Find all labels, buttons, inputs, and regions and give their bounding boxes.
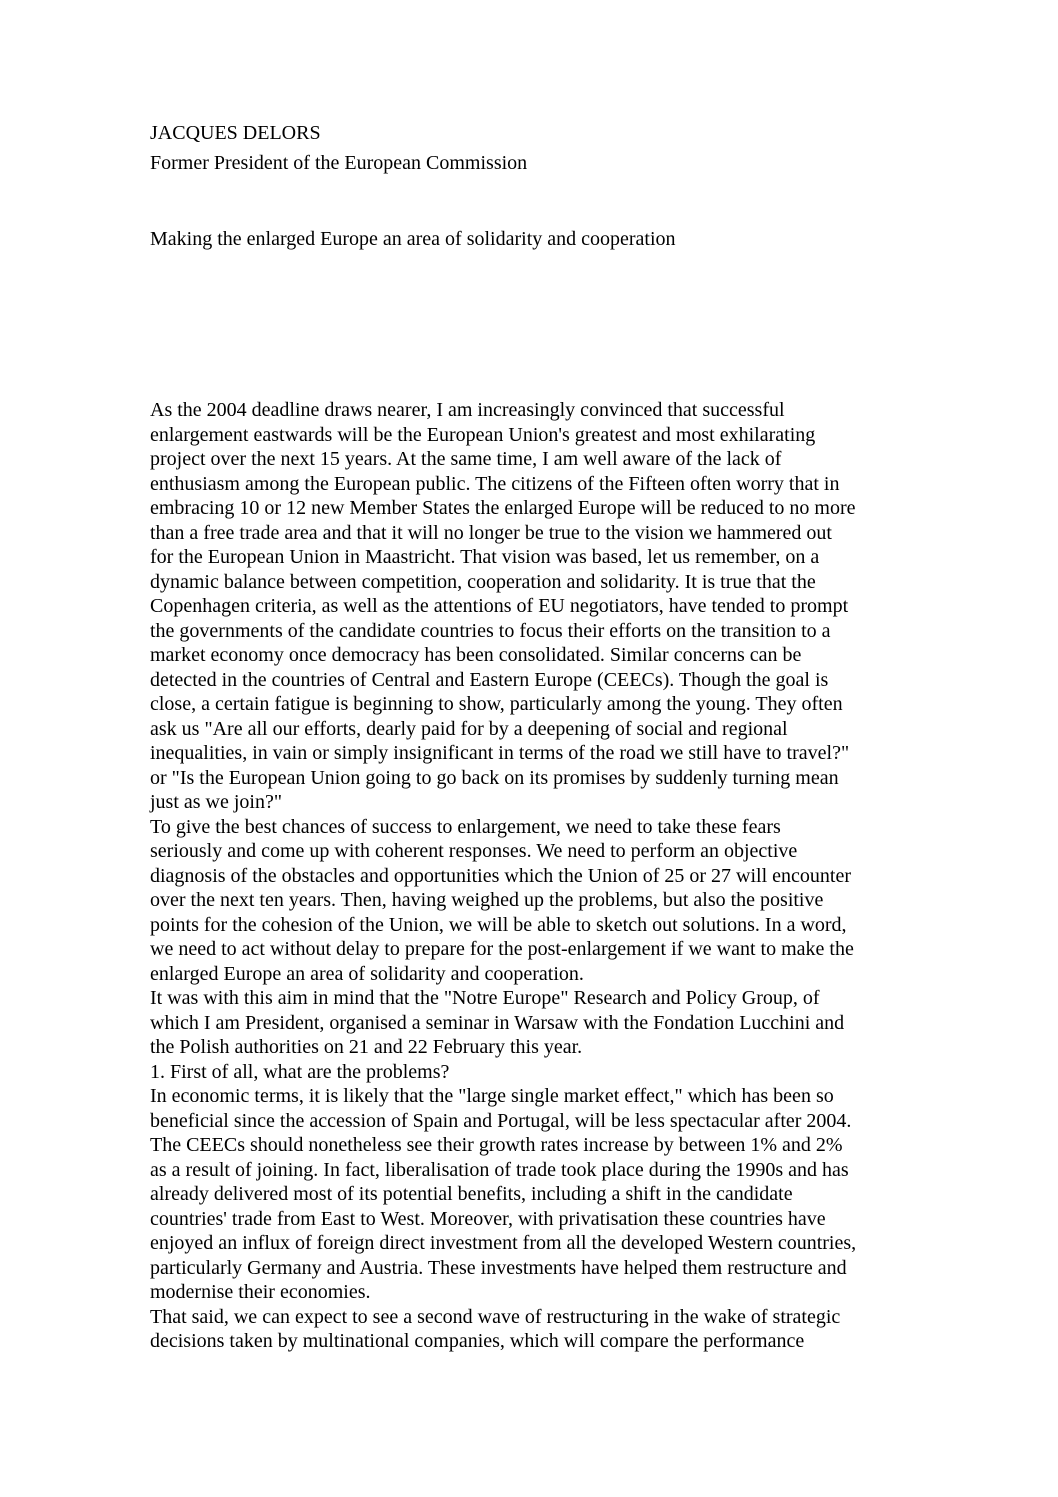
body-text-line: Copenhagen criteria, as well as the attentions of EU negotiators, have tended to prompt [150,595,849,617]
body-text-line: we need to act without delay to prepare for the post-enlargement if we want to make the [150,938,854,960]
document-body [150,398,856,1354]
author-header [150,118,527,178]
body-text-line: 1. First of all, what are the problems? [150,1060,450,1083]
body-text-line: countries' trade from East to West. Moreover, with privatisation these countries have [150,1207,826,1230]
body-text-line: which I am President, organised a seminar in Warsaw with the Fondation Lucchini and [150,1011,845,1034]
document-title-block [150,227,676,252]
body-text-line: That said, we can expect to see a second wave of restructuring in the wake of strategic [150,1305,841,1328]
body-text-line: enthusiasm among the European public. The citizens of the Fifteen often worry that in [150,472,840,495]
body-text-line: modernise their economies. [150,1281,371,1303]
body-text-line: particularly Germany and Austria. These investments have helped them restructure and [150,1256,847,1279]
body-text-line: than a free trade area and that it will no longer be true to the vision we hammered out [150,521,832,544]
body-text-line: close, a certain fatigue is beginning to show, particularly among the young. They often [150,693,843,715]
body-text-line: points for the cohesion of the Union, we will be able to sketch out solutions. In a word, [150,913,847,936]
author-role: Former President of the European Commission [150,152,528,174]
body-text-line: embracing 10 or 12 new Member States the enlarged Europe will be reduced to no more [150,497,856,519]
body-text-line: seriously and come up with coherent responses. We need to perform an objective [150,840,798,862]
body-text-line: ask us "Are all our efforts, dearly paid for by a deepening of social and regional [150,717,788,740]
body-text-line: dynamic balance between competition, cooperation and solidarity. It is true that the [150,570,816,593]
body-text-line: In economic terms, it is likely that the "large single market effect," which has been so [150,1085,834,1107]
body-text-line: just as we join?" [150,791,283,813]
body-text-line: enjoyed an influx of foreign direct investment from all the developed Western countries, [150,1232,857,1254]
document-title: Making the enlarged Europe an area of solidarity and cooperation [150,228,676,250]
body-text-line: enlarged Europe an area of solidarity and cooperation. [150,962,584,985]
body-text-line: project over the next 15 years. At the same time, I am well aware of the lack of [150,448,782,470]
body-text-line: enlargement eastwards will be the European Union's greatest and most exhilarating [150,423,816,446]
body-text-line: beneficial since the accession of Spain and Portugal, will be less spectacular after 2004. [150,1109,852,1132]
author-name: JACQUES DELORS [150,122,321,144]
body-text-line: As the 2004 deadline draws nearer, I am increasingly convinced that successful [150,399,785,421]
body-text-line: or "Is the European Union going to go back on its promises by suddenly turning mean [150,766,839,789]
body-text-line: diagnosis of the obstacles and opportunities which the Union of 25 or 27 will encounter [150,864,851,887]
body-text-line: as a result of joining. In fact, liberalisation of trade took place during the 1990s and has [150,1158,849,1181]
body-text-line: decisions taken by multinational companies, which will compare the performance [150,1330,805,1352]
body-text-line: the Polish authorities on 21 and 22 February this year. [150,1036,583,1058]
body-text-line: the governments of the candidate countries to focus their efforts on the transition to a [150,619,831,642]
body-text-line: for the European Union in Maastricht. That vision was based, let us remember, on a [150,546,820,568]
body-text-line: To give the best chances of success to enlargement, we need to take these fears [150,815,781,838]
body-text-line: The CEECs should nonetheless see their growth rates increase by between 1% and 2% [150,1134,843,1156]
body-text-line: inequalities, in vain or simply insignificant in terms of the road we still have to travel?" [150,742,850,764]
body-text-line: already delivered most of its potential benefits, including a shift in the candidate [150,1183,793,1205]
body-text-line: over the next ten years. Then, having weighed up the problems, but also the positive [150,889,824,911]
body-text-line: detected in the countries of Central and Eastern Europe (CEECs). Though the goal is [150,668,829,691]
body-text-line: It was with this aim in mind that the "Notre Europe" Research and Policy Group, of [150,987,820,1009]
body-text-line: market economy once democracy has been consolidated. Similar concerns can be [150,644,802,666]
